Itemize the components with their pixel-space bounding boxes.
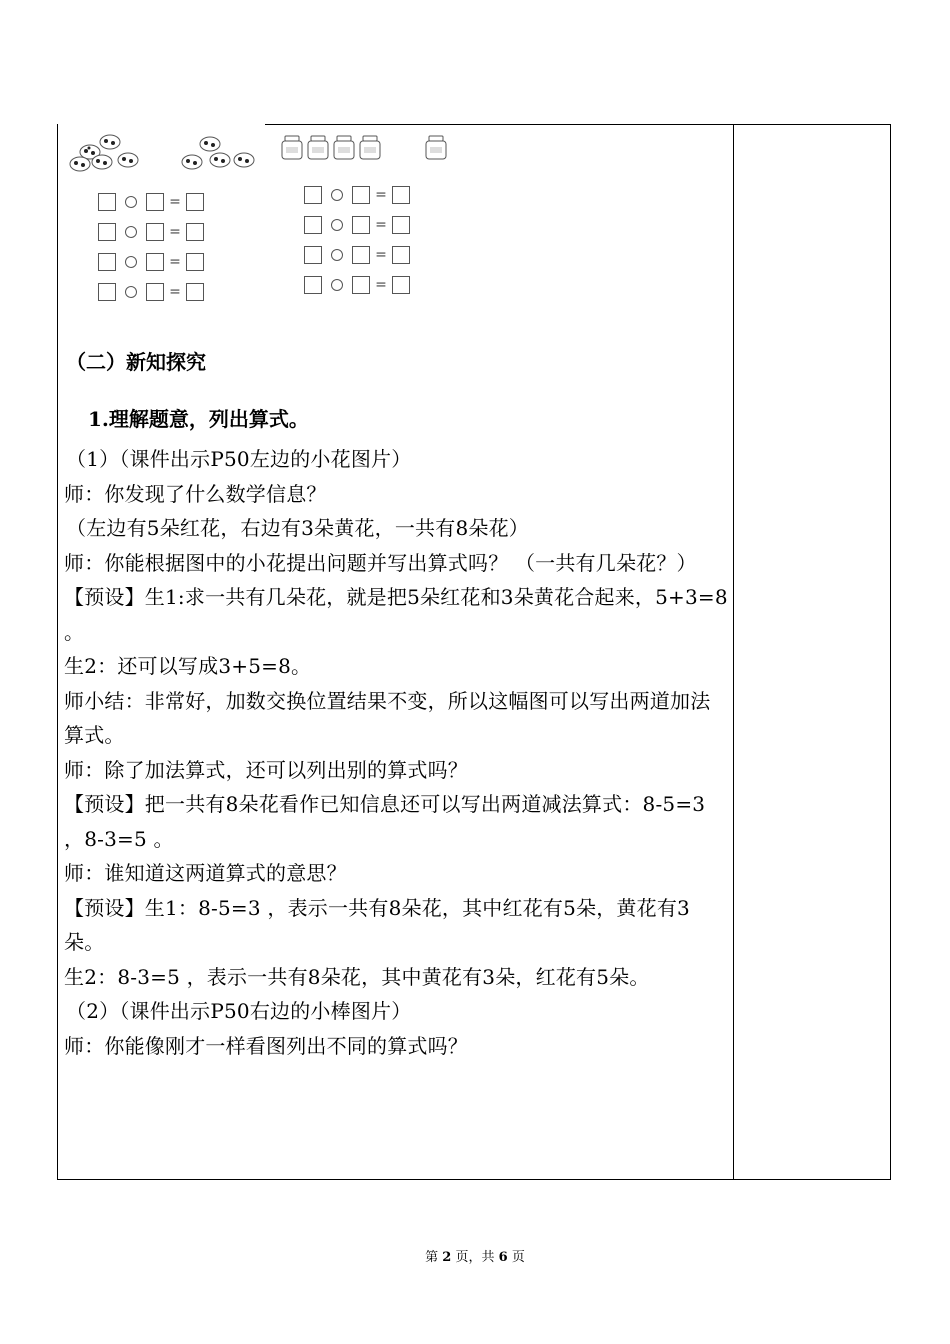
ladybug-group-left [70,135,138,171]
equals-sign: = [375,247,387,263]
answer-box[interactable] [352,246,370,264]
answer-box[interactable] [392,216,410,234]
operator-circle[interactable] [331,249,343,261]
equation-blank-row [98,283,204,301]
equals-sign: = [375,187,387,203]
equals-sign: = [169,224,181,240]
footer-total-pages: 6 [498,1250,508,1265]
ladybug-icon [182,155,202,169]
answer-box[interactable] [146,283,164,301]
answer-box[interactable] [304,276,322,294]
answer-box[interactable] [304,186,322,204]
equation-blank-row [98,253,204,271]
answer-box[interactable] [98,223,116,241]
equation-blank-row [98,223,204,241]
ladybug-icon [118,153,138,167]
answer-box[interactable] [186,223,204,241]
answer-box[interactable] [146,253,164,271]
exercise-pictures [66,128,466,178]
answer-box[interactable] [186,193,204,211]
ladybug-icon [210,153,230,167]
operator-circle[interactable] [125,226,137,238]
page-footer [0,1246,950,1265]
paragraph: （左边有5朵红花，右边有3朵黄花，一共有8朵花） [66,516,529,540]
equals-sign: = [375,217,387,233]
answer-box[interactable] [304,246,322,264]
equation-blank-row [98,193,204,211]
footer-page-number: 2 [442,1250,452,1265]
answer-box[interactable] [352,186,370,204]
operator-circle[interactable] [125,196,137,208]
ink-bottle-icon [334,136,354,159]
answer-box[interactable] [98,283,116,301]
answer-box[interactable] [186,283,204,301]
equals-sign: = [169,284,181,300]
paragraph: 【预设】生1:求一共有几朵花，就是把5朵红花和3朵黄花合起来，5+3=8 。 [64,585,728,644]
footer-suffix: 页 [511,1250,525,1265]
answer-box[interactable] [186,253,204,271]
paragraph: 师：谁知道这两道算式的意思？ [64,861,347,885]
equation-blank-row [304,186,410,204]
ladybug-icon [234,153,254,167]
answer-box[interactable] [146,193,164,211]
equation-blank-row [304,246,410,264]
answer-box[interactable] [392,186,410,204]
answer-box[interactable] [98,253,116,271]
ladybug-icon [200,137,220,151]
equals-sign: = [375,277,387,293]
paragraph: 师：你发现了什么数学信息？ [64,481,327,506]
section-title: （二）新知探究 [66,350,206,374]
answer-box[interactable] [146,223,164,241]
lesson-text [66,338,728,1063]
answer-box[interactable] [352,276,370,294]
paragraph: 【预设】生1：8-5=3 ，表示一共有8朵花，其中红花有5朵，黄花有3朵。 [64,895,690,954]
footer-middle: 页，共 [455,1250,495,1265]
paragraph: 【预设】把一共有8朵花看作已知信息还可以写出两道减法算式：8-5=3 ，8-3=5 。 [64,792,706,851]
operator-circle[interactable] [331,189,343,201]
subsection-title: 1.理解题意，列出算式。 [88,407,309,431]
operator-circle[interactable] [125,256,137,268]
operator-circle[interactable] [331,279,343,291]
paragraph: 生2：还可以写成3+5=8。 [64,654,312,678]
paragraph: （1）（课件出示P50左边的小花图片） [66,447,412,471]
answer-box[interactable] [392,246,410,264]
ink-bottle-icon [426,136,446,159]
answer-box[interactable] [304,216,322,234]
paragraph-list [66,442,728,1063]
paragraph: 师：除了加法算式，还可以列出别的算式吗？ [64,757,468,782]
ladybug-icon [100,135,120,149]
ladybug-icon [92,155,112,169]
ink-bottle-icon [360,136,380,159]
equation-blank-row [304,276,410,294]
ladybug-group-right [182,137,254,169]
footer-prefix: 第 [425,1250,439,1265]
paragraph: 师：你能像刚才一样看图列出不同的算式吗？ [64,1033,468,1058]
operator-circle[interactable] [331,219,343,231]
paragraph: 师小结：非常好，加数交换位置结果不变，所以这幅图可以写出两道加法算式。 [64,688,711,747]
ink-bottle-icon [308,136,328,159]
answer-box[interactable] [352,216,370,234]
paragraph: 师：你能根据图中的小花提出问题并写出算式吗？ （一共有几朵花？） [64,550,697,575]
paragraph: （2）（课件出示P50右边的小棒图片） [66,999,412,1023]
paragraph: 生2：8-3=5 ，表示一共有8朵花，其中黄花有3朵，红花有5朵。 [64,964,650,989]
operator-circle[interactable] [125,286,137,298]
equals-sign: = [169,254,181,270]
answer-box[interactable] [392,276,410,294]
ink-bottle-group-left [282,136,380,159]
equation-blank-row [304,216,410,234]
answer-box[interactable] [98,193,116,211]
equals-sign: = [169,194,181,210]
ink-bottle-icon [282,136,302,159]
table-column-divider [733,124,734,1180]
ladybug-icon [70,157,90,171]
